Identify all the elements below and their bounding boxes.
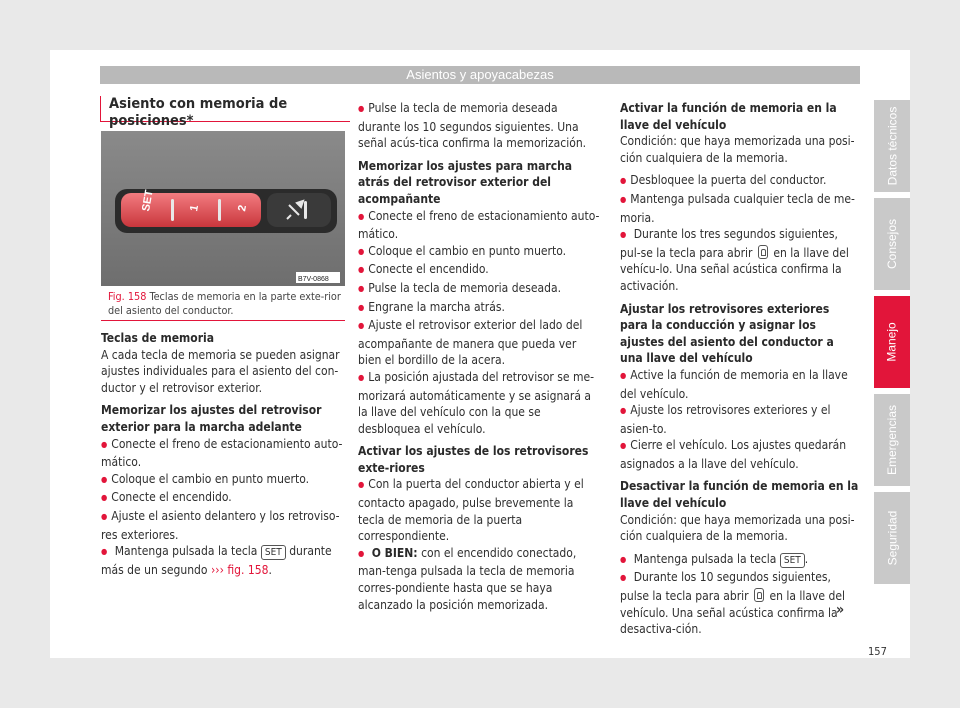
list-item: ● La posición ajustada del retrovisor se me-morizará automáticamente y se asignará a la llave del vehículo con la que se desbloquea el vehículo. <box>358 369 602 437</box>
memory-button-2-label: 2 <box>236 204 249 213</box>
set-key: SET <box>261 545 286 560</box>
tab-seguridad[interactable] <box>874 492 910 584</box>
list-item: ● Engrane la marcha atrás. <box>358 299 602 318</box>
tab-label: Manejo <box>885 322 900 362</box>
divider <box>101 320 345 321</box>
page-header: Asientos y apoyacabezas <box>100 66 860 84</box>
list-item-text: con el encendido conectado, man-tenga pulsada la tecla de memoria corres-pondiente hasta que se haya alcanzado la posición memorizada. <box>358 545 577 612</box>
heading: Memorizar los ajustes del retrovisor exterior para la marcha adelante <box>101 403 322 434</box>
list-item-text: Durante los 10 segundos siguientes, pulse la tecla para abrir <box>620 570 831 604</box>
list-item: ● Conecte el encendido. <box>101 489 346 508</box>
list-item-text: durante más de un segundo <box>101 544 332 577</box>
tab-label: Seguridad <box>885 510 899 566</box>
list-item-text: Durante los tres segundos siguientes, pul-se la tecla para abrir <box>620 227 838 260</box>
section-title: Asiento con memoria de posiciones* <box>100 96 350 122</box>
list-item <box>620 551 860 570</box>
tab-emergencias[interactable] <box>874 394 910 486</box>
tab-label: Emergencias <box>885 404 899 476</box>
list-item <box>358 545 602 613</box>
list-item-emphasis: O BIEN: <box>371 545 418 560</box>
list-item-text: en la llave del vehícu-lo. Una señal acústica confirma la activación. <box>620 245 849 293</box>
list-item: ● Coloque el cambio en punto muerto. <box>358 243 602 262</box>
list-item-text: en la llave del vehículo. Una señal acústica confirma la desactiva-ción. <box>620 589 846 637</box>
list-item-text: . <box>804 551 809 566</box>
memory-buttons-photo <box>101 131 345 286</box>
list-item: ● Mantenga pulsada cualquier tecla de me-moria. <box>620 191 860 226</box>
column-1 <box>101 330 346 578</box>
heading: Activar los ajustes de los retrovisores exte-riores <box>358 444 589 475</box>
tab-label: Consejos <box>885 218 899 270</box>
memory-buttons-figure <box>101 131 345 286</box>
list-item: ● Cierre el vehículo. Los ajustes quedarán asignados a la llave del vehículo. <box>620 437 860 472</box>
tab-datos-tecnicos[interactable] <box>874 100 910 192</box>
heading: Desactivar la función de memoria en la llave del vehículo <box>620 479 859 511</box>
unlock-key-icon <box>754 588 764 602</box>
list-item: ● Coloque el cambio en punto muerto. <box>101 471 346 490</box>
continue-arrow-icon: » <box>836 602 845 618</box>
tab-consejos[interactable] <box>874 198 910 290</box>
list-item-text: . <box>268 562 272 577</box>
figure-caption <box>108 290 343 317</box>
heading: Ajustar los retrovisores exteriores para la conducción y asignar los ajustes del asiento del conductor a una llave del vehículo <box>620 301 834 366</box>
list-item: ● Conecte el encendido. <box>358 261 602 280</box>
figure-code: B7V-0868 <box>298 276 329 283</box>
heading: Activar la función de memoria en la llave del vehículo <box>620 101 837 132</box>
list-item: ● Pulse la tecla de memoria deseada. <box>358 280 602 299</box>
column-3 <box>620 100 860 638</box>
tab-manejo[interactable] <box>874 296 910 388</box>
figure-ref: Fig. 158 <box>108 290 147 303</box>
list-item: ● Ajuste el asiento delantero y los retroviso-res exteriores. <box>101 508 346 543</box>
list-item: ● Desbloquee la puerta del conductor. <box>620 172 860 191</box>
list-item <box>620 226 860 294</box>
list-item: ● Conecte el freno de estacionamiento auto-mático. <box>358 208 602 243</box>
paragraph: Condición: que haya memorizada una posi-ción cualquiera de la memoria. <box>620 512 855 544</box>
list-item: ● Conecte el freno de estacionamiento auto-mático. <box>101 436 346 471</box>
set-button-label: SET <box>140 189 156 213</box>
paragraph: A cada tecla de memoria se pueden asignar ajustes individuales para el asiento del con-ductor y el retrovisor exterior. <box>101 347 340 395</box>
heading: Teclas de memoria <box>101 331 215 345</box>
list-item: ● Active la función de memoria en la llave del vehículo. <box>620 367 860 402</box>
list-item-text: Mantenga pulsada la tecla <box>114 544 258 559</box>
memory-button-1-label: 1 <box>188 204 201 213</box>
set-key: SET <box>780 553 805 568</box>
list-item-text: Mantenga pulsada la tecla <box>633 551 777 566</box>
tab-label: Datos técnicos <box>885 106 900 186</box>
heading: Memorizar los ajustes para marcha atrás del retrovisor exterior del acompañante <box>358 158 573 206</box>
paragraph: Condición: que haya memorizada una posi-ción cualquiera de la memoria. <box>620 134 855 165</box>
figure-link[interactable]: ››› fig. 158 <box>210 562 269 577</box>
list-item <box>101 543 346 578</box>
list-item <box>620 569 860 637</box>
figure-caption-text: Teclas de memoria en la parte exte-rior del asiento del conductor. <box>108 290 341 317</box>
list-item: ● Ajuste los retrovisores exteriores y el asien-to. <box>620 402 860 437</box>
page-number: 157 <box>868 645 887 658</box>
list-item: ● Ajuste el retrovisor exterior del lado del acompañante de manera que pueda ver bien el bordillo de la acera. <box>358 317 602 369</box>
unlock-key-icon <box>758 245 768 259</box>
list-item: ● Pulse la tecla de memoria deseada durante los 10 segundos siguientes. Una señal acús-tica confirma la memorización. <box>358 100 602 152</box>
column-2 <box>358 100 602 613</box>
list-item: ● Con la puerta del conductor abierta y el contacto apagado, pulse brevemente la tecla de memoria de la puerta correspondiente. <box>358 476 602 544</box>
